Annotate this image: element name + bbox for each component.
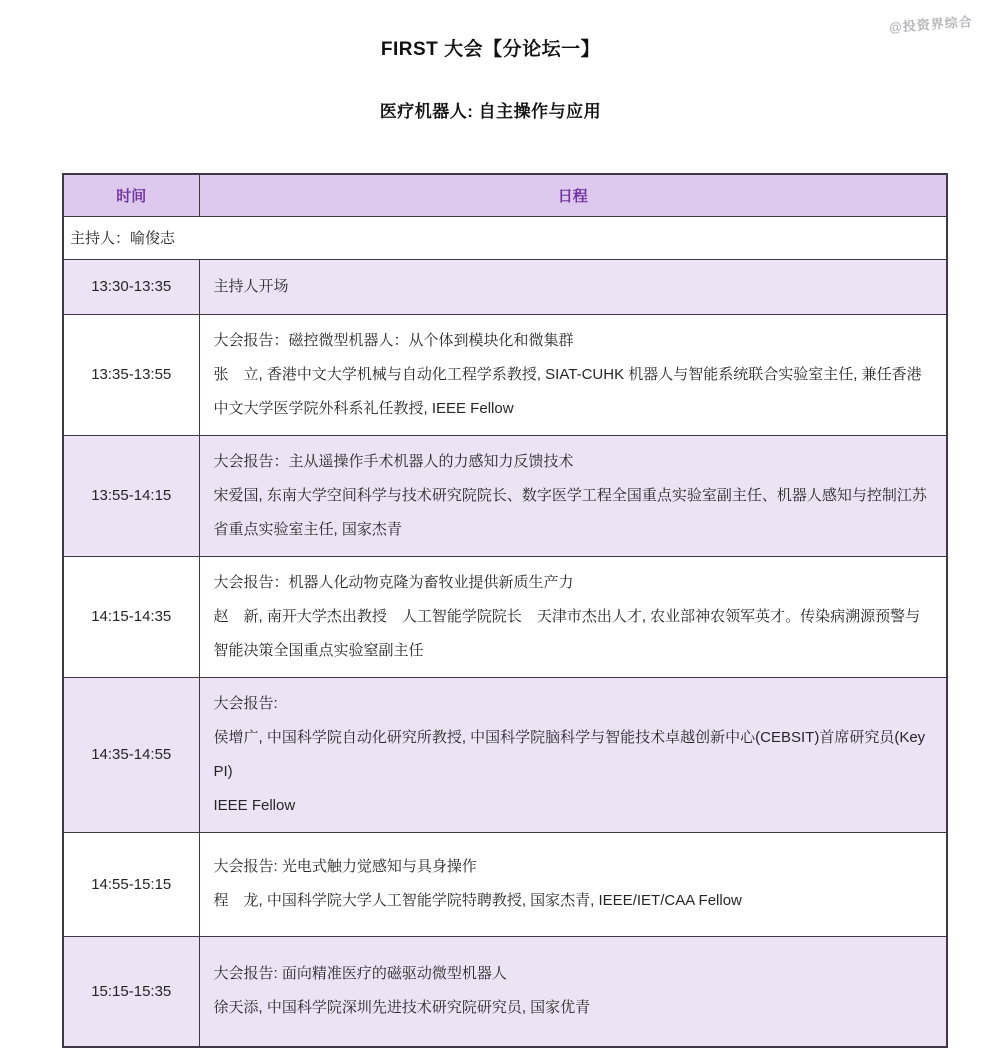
agenda-line: 宋爱国, 东南大学空间科学与技术研究院院长、数字医学工程全国重点实验室副主任、机器人感知与控制江苏省重点实验室主任, 国家杰青 <box>213 486 927 538</box>
agenda-line: 张 立, 香港中文大学机械与自动化工程学系教授, SIAT-CUHK 机器人与智能系统联合实验室主任, 兼任香港中文大学医学院外科系礼任教授, IEEE Fellow <box>213 365 922 417</box>
table-row <box>63 556 947 677</box>
agenda-line: 大会报告: <box>213 694 278 712</box>
table-row <box>63 435 947 556</box>
agenda-cell <box>199 556 947 677</box>
table-row <box>63 314 947 435</box>
page-title: FIRST 大会【分论坛一】 <box>380 39 601 60</box>
time-cell: 14:15-14:35 <box>63 556 199 677</box>
agenda-line: IEEE Fellow <box>213 796 296 814</box>
host-label: 主持人：喻俊志 <box>63 216 947 259</box>
agenda-line: 大会报告：机器人化动物克隆为畜牧业提供新质生产力 <box>213 573 574 591</box>
schedule-table <box>62 173 948 1048</box>
agenda-line: 徐天添, 中国科学院深圳先进技术研究院研究员, 国家优青 <box>213 999 591 1017</box>
time-cell: 14:55-15:15 <box>63 832 199 936</box>
page-subtitle: 医疗机器人: 自主操作与应用 <box>379 102 602 121</box>
agenda-line: 大会报告：主从遥操作手术机器人的力感知力反馈技术 <box>213 452 574 470</box>
host-row <box>63 216 947 259</box>
agenda-cell <box>199 936 947 1047</box>
agenda-line: 大会报告: 光电式触力觉感知与具身操作 <box>213 858 477 875</box>
watermark: @投资界综合 <box>888 14 974 35</box>
agenda-line: 侯增广, 中国科学院自动化研究所教授, 中国科学院脑科学与智能技术卓越创新中心(CEBSIT)首席研究员(Key PI) <box>213 728 926 780</box>
agenda-line: 主持人开场 <box>213 277 289 295</box>
agenda-line: 程 龙, 中国科学院大学人工智能学院特聘教授, 国家杰青, IEEE/IET/CAA Fellow <box>213 892 742 909</box>
column-header-agenda: 日程 <box>199 174 947 216</box>
agenda-cell <box>199 435 947 556</box>
agenda-line: 大会报告: 面向精准医疗的磁驱动微型机器人 <box>213 965 507 983</box>
time-cell: 13:35-13:55 <box>63 314 199 435</box>
agenda-cell <box>199 259 947 314</box>
time-cell: 13:30-13:35 <box>63 259 199 314</box>
table-row <box>63 677 947 832</box>
agenda-line: 赵 新, 南开大学杰出教授 人工智能学院院长 天津市杰出人才, 农业部神农领军英才。传染病溯源预警与智能决策全国重点实验窒副主任 <box>213 607 921 659</box>
table-row <box>63 832 947 936</box>
time-cell: 13:55-14:15 <box>63 435 199 556</box>
header-row <box>63 174 947 216</box>
agenda-cell <box>199 314 947 435</box>
table-row <box>63 259 947 314</box>
agenda-line: 大会报告：磁控微型机器人：从个体到模块化和微集群 <box>213 331 574 349</box>
time-cell: 15:15-15:35 <box>63 936 199 1047</box>
table-row <box>63 936 947 1047</box>
column-header-time: 时间 <box>63 174 199 216</box>
agenda-cell <box>199 677 947 832</box>
agenda-cell <box>199 832 947 936</box>
time-cell: 14:35-14:55 <box>63 677 199 832</box>
